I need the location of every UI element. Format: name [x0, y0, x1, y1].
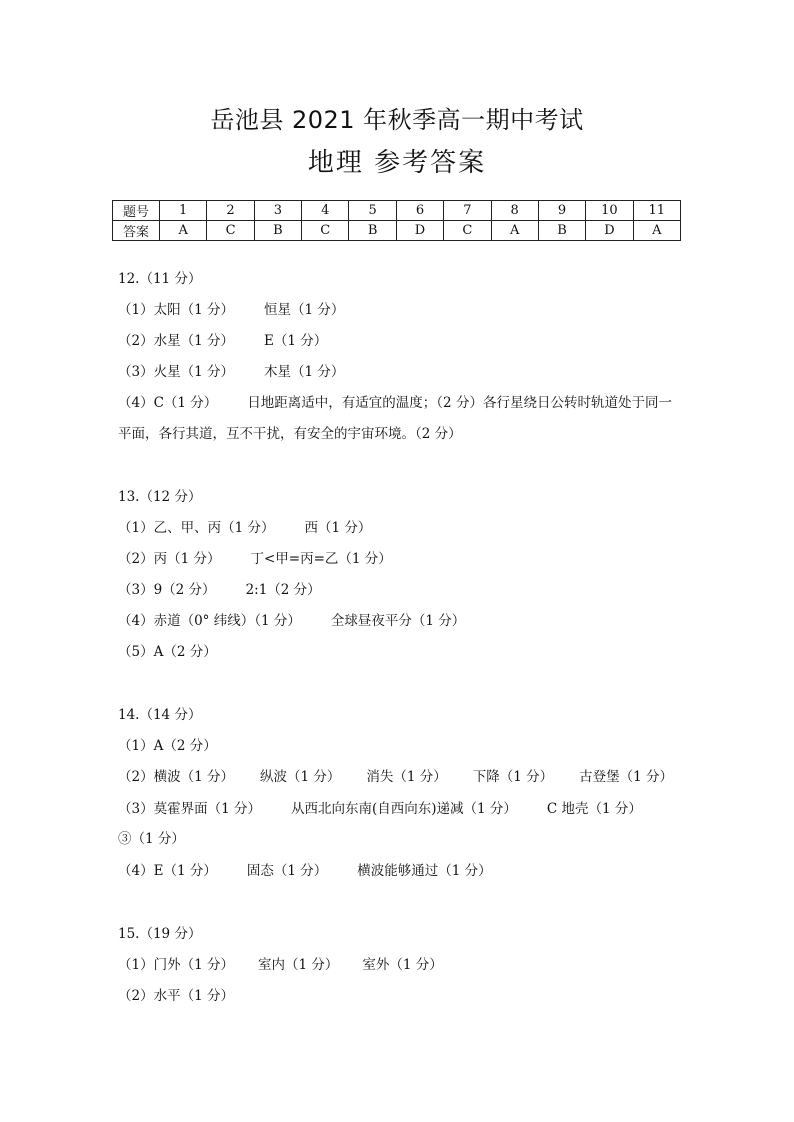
table-cell: 2 — [207, 201, 254, 221]
answer-text: （1）太阳（1 分） — [118, 302, 234, 318]
answer-text: （3）火星（1 分） — [118, 364, 234, 380]
table-cell: A — [491, 221, 538, 241]
table-cell: 4 — [302, 201, 349, 221]
table-cell: 5 — [349, 201, 396, 221]
answer-text: 古登堡（1 分） — [579, 769, 674, 785]
q13-heading: 13.（12 分） — [118, 489, 202, 505]
table-cell: B — [254, 221, 301, 241]
exam-title: 岳池县 2021 年秋季高一期中考试 — [210, 106, 584, 134]
q14-line3-cont: ③（1 分） — [118, 831, 185, 847]
row-label: 答案 — [113, 221, 160, 241]
answer-text: 木星（1 分） — [263, 364, 345, 380]
table-cell: 10 — [586, 201, 633, 221]
answer-text: 从西北向东南(自西向东)递减（1 分） — [290, 801, 517, 817]
exam-subtitle: 地理 参考答案 — [307, 148, 487, 178]
table-cell: A — [633, 221, 680, 241]
answer-text: 室外（1 分） — [362, 957, 443, 973]
answer-text: （4）赤道（0° 纬线）（1 分） — [118, 613, 301, 629]
answer-text: （2）横波（1 分） — [118, 769, 234, 785]
table-cell: 1 — [160, 201, 207, 221]
q13-line5: （5）A（2 分） — [118, 644, 217, 660]
table-cell: A — [160, 221, 207, 241]
q14-line4 — [118, 861, 492, 881]
answer-text: （2）水星（1 分） — [118, 333, 234, 349]
q14-heading: 14.（14 分） — [118, 707, 202, 723]
q13-line2 — [118, 549, 392, 569]
answer-text: （3）莫霍界面（1 分） — [118, 801, 261, 817]
answer-text: 横波能够通过（1 分） — [357, 863, 492, 879]
answer-text: 固态（1 分） — [246, 863, 328, 879]
answer-table — [112, 200, 681, 241]
answer-text: E（1 分） — [263, 333, 328, 349]
table-cell: C — [302, 221, 349, 241]
q14-line2 — [118, 767, 673, 787]
answer-text: 下降（1 分） — [472, 769, 554, 785]
table-cell: D — [396, 221, 443, 241]
table-cell: 11 — [633, 201, 680, 221]
answer-text: 全球昼夜平分（1 分） — [330, 613, 466, 629]
q12-heading: 12.（11 分） — [118, 271, 202, 287]
table-cell: D — [586, 221, 633, 241]
table-cell: 7 — [444, 201, 491, 221]
q14-line3 — [118, 799, 642, 819]
answer-text: 西（1 分） — [304, 520, 372, 536]
answer-text: （4）E（1 分） — [118, 863, 217, 879]
table-cell: B — [349, 221, 396, 241]
answer-text: 纵波（1 分） — [259, 769, 341, 785]
q13-line1 — [118, 518, 371, 538]
answer-text: 丁<甲=丙=乙（1 分） — [250, 551, 392, 567]
answer-text: 恒星（1 分） — [263, 302, 345, 318]
answer-text: 消失（1 分） — [366, 769, 447, 785]
q15-heading: 15.（19 分） — [118, 926, 202, 942]
answer-text: 日地距离适中，有适宜的温度；（2 分）各行星绕日公转时轨道处于同一平面，各行其道，互不干扰，有安全的宇宙环境。（2 分） — [118, 395, 672, 442]
q15-line1 — [118, 955, 443, 975]
q12-line1 — [118, 300, 344, 320]
q12-line3 — [118, 362, 344, 382]
q13-line4 — [118, 611, 465, 631]
table-cell: C — [207, 221, 254, 241]
answer-text: 室内（1 分） — [257, 957, 339, 973]
q15-line2: （2）水平（1 分） — [118, 988, 234, 1004]
table-cell: 3 — [254, 201, 301, 221]
answer-row — [113, 221, 681, 241]
answer-text: （4）C（1 分） — [118, 395, 218, 411]
answer-text: 2:1（2 分） — [245, 582, 321, 598]
q13-line3 — [118, 580, 321, 600]
answer-text: （3）9（2 分） — [118, 582, 216, 598]
table-cell: B — [538, 221, 585, 241]
q12-line4 — [118, 388, 678, 450]
q14-line1: （1）A（2 分） — [118, 738, 217, 754]
answer-text: （1）门外（1 分） — [118, 957, 234, 973]
table-cell: C — [444, 221, 491, 241]
answer-text: （2）丙（1 分） — [118, 551, 221, 567]
row-label: 题号 — [113, 201, 160, 221]
table-cell: 9 — [538, 201, 585, 221]
question-number-row — [113, 201, 681, 221]
table-cell: 8 — [491, 201, 538, 221]
q12-line2 — [118, 331, 327, 351]
answer-text: C 地壳（1 分） — [546, 801, 642, 817]
answer-text: （1）乙、甲、丙（1 分） — [118, 520, 275, 536]
table-cell: 6 — [396, 201, 443, 221]
